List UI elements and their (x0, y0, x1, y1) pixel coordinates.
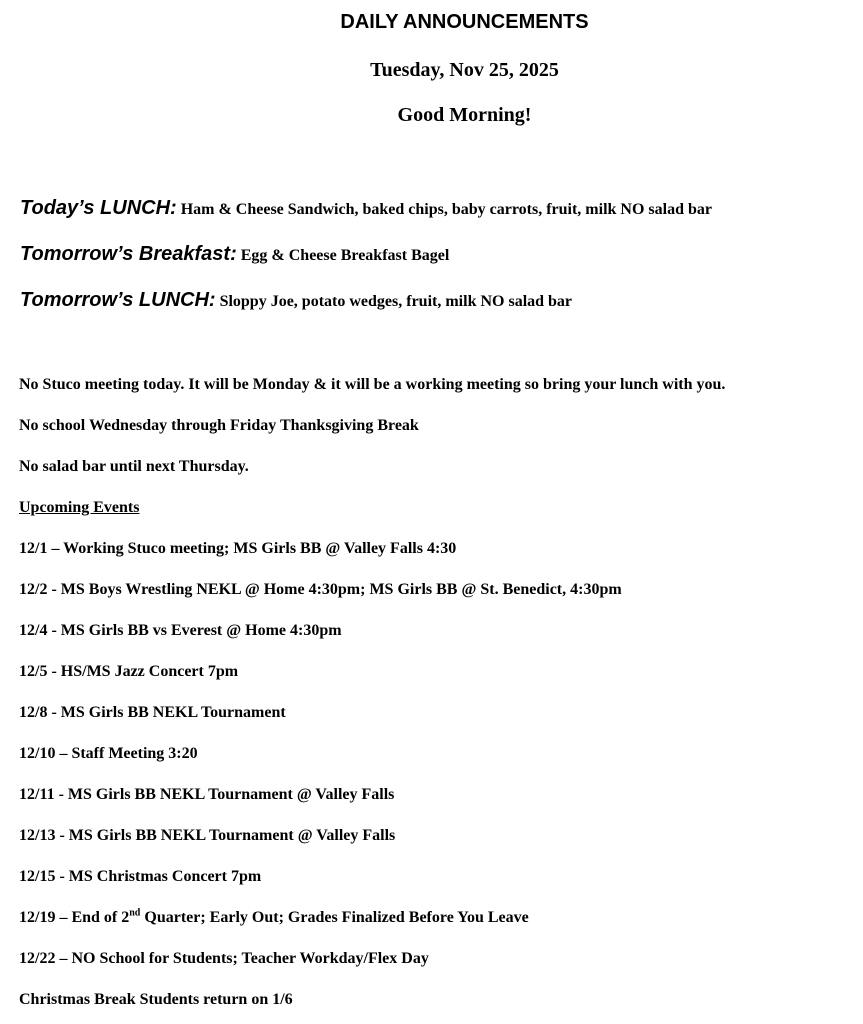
todays-lunch (20, 197, 712, 220)
event-item: 12/4 - MS Girls BB vs Everest @ Home 4:30pm (19, 622, 342, 639)
event-item: 12/22 – NO School for Students; Teacher Workday/Flex Day (19, 950, 429, 967)
event-item: 12/13 - MS Girls BB NEKL Tournament @ Valley Falls (19, 827, 396, 844)
upcoming-events-heading: Upcoming Events (19, 499, 140, 516)
tomorrows-lunch-menu: Sloppy Joe, potato wedges, fruit, milk NO salad bar (219, 293, 573, 310)
event-item: 12/2 - MS Boys Wrestling NEKL @ Home 4:30pm; MS Girls BB @ St. Benedict, 4:30pm (19, 581, 622, 598)
tomorrows-breakfast-menu: Egg & Cheese Breakfast Bagel (240, 247, 450, 264)
announcement-stuco: No Stuco meeting today. It will be Monday & it will be a working meeting so bring your lunch with you. (19, 376, 726, 393)
event-quarter-superscript: nd (129, 907, 141, 919)
page-title: DAILY ANNOUNCEMENTS (340, 11, 589, 33)
greeting: Good Morning! (397, 104, 532, 126)
tomorrows-lunch-label: Tomorrow’s LUNCH: (20, 289, 216, 311)
todays-lunch-label: Today’s LUNCH: (20, 197, 177, 219)
tomorrows-lunch (20, 289, 572, 312)
tomorrows-breakfast (20, 243, 449, 266)
event-item: 12/8 - MS Girls BB NEKL Tournament (19, 704, 286, 721)
announcement-salad-bar: No salad bar until next Thursday. (19, 458, 249, 475)
event-item: Christmas Break Students return on 1/6 (19, 991, 293, 1008)
event-item: 12/10 – Staff Meeting 3:20 (19, 745, 198, 762)
todays-lunch-menu: Ham & Cheese Sandwich, baked chips, baby carrots, fruit, milk NO salad bar (180, 201, 712, 218)
event-item: 12/15 - MS Christmas Concert 7pm (19, 868, 262, 885)
tomorrows-breakfast-label: Tomorrow’s Breakfast: (20, 243, 237, 265)
event-item: 12/5 - HS/MS Jazz Concert 7pm (19, 663, 239, 680)
event-item-quarter-end (19, 909, 529, 927)
announcement-thanksgiving: No school Wednesday through Friday Thanksgiving Break (19, 417, 419, 434)
announcement-date: Tuesday, Nov 25, 2025 (370, 59, 559, 81)
event-item: 12/1 – Working Stuco meeting; MS Girls BB @ Valley Falls 4:30 (19, 540, 457, 557)
event-quarter-suffix: Quarter; Early Out; Grades Finalized Before You Leave (140, 909, 529, 926)
event-quarter-prefix: 12/19 – End of 2 (19, 909, 130, 926)
event-item: 12/11 - MS Girls BB NEKL Tournament @ Valley Falls (19, 786, 395, 803)
